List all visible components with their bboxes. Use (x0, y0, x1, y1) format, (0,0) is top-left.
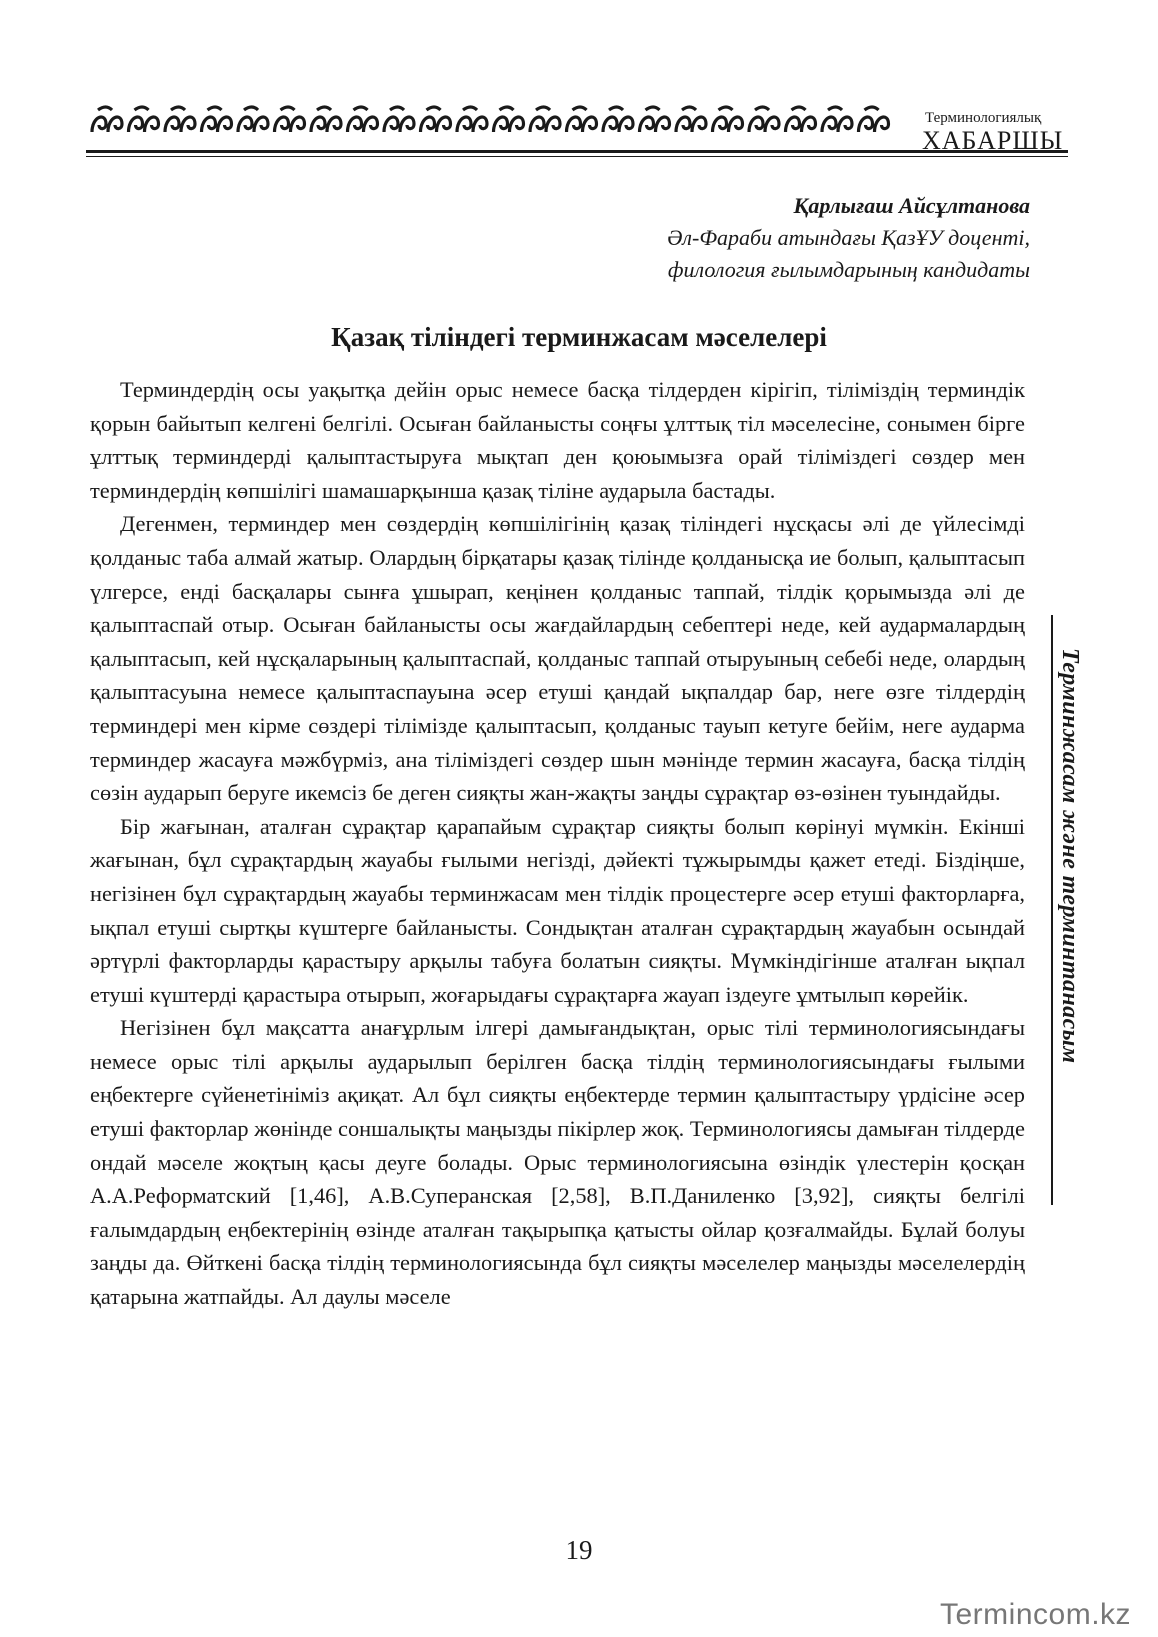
article-body (90, 373, 1025, 1314)
page-number: 19 (565, 1535, 593, 1565)
header-ornament (86, 102, 916, 142)
author-degree: филология ғылымдарының кандидаты (667, 257, 1030, 282)
paragraph: Дегенмен, терминдер мен сөздердің көпшілігінің қазақ тіліндегі нұсқасы әлі де үйлесімді қолданыс таба алмай жатыр. Олардың бірқатары қазақ тілінде қолданысқа ие болып, қалыптасып үлгерсе, енді басқалары сынға ұшырап, кеңінен қолданыс таппай, тілдік қорымызда әлі де қалыптаспай отыр. Осыған байланысты осы жағдайлардың себептері неде, кей аудармалардың қалыптасып, кей нұсқаларының қалыптаспай, қолданыс таппай отыруының себебі неде, олардың қалыптасуына немесе қалыптаспауына әсер етуші қандай ықпалдар бар, неге өзге тілдердің терминдері мен кірме сөздері тілімізде қалыптасып, қолданыс тауып кетуге бейім, неге аударма терминдер жасауға мәжбүрміз, ана тіліміздегі сөздер шын мәнінде термин жасауға, басқа тілдің сөзін аударып беруге икемсіз бе деген сияқты жан-жақты заңды сұрақтар өз-өзінен туындайды. (90, 511, 1025, 806)
article-title: Қазақ тіліндегі терминжасам мәселелері (331, 322, 827, 352)
paragraph: Негізінен бұл мақсатта анағұрлым ілгері дамығандықтан, орыс тілі терминологиясындағы немесе орыс тілі арқылы аударылып берілген басқа тілдің терминологиясындағы ғылыми еңбектерге сүйенетініміз ақиқат. Ал бұл сияқты еңбектерде термин қалыптастыру үрдісіне әсер етуші факторлар жөнінде соншалықты маңызды пікірлер жоқ. Терминологиясы дамыған тілдерде ондай мәселе жоқтың қасы деуге болады. Орыс терминологиясына өзіндік үлестерін қосқан А.А.Реформатский [1,46], А.В.Суперанская [2,58], В.П.Даниленко [3,92], сияқты белгілі ғалымдардың еңбектерінің өзінде аталған тақырыпқа қатысты ойлар қозғалмайды. Бұлай болуы заңды да. Өйткені басқа тілдің терминологиясында бұл сияқты мәселелер маңызды мәселелердің қатарына жатпайды. Ал даулы мәселе (90, 1015, 1025, 1310)
section-side-title: Терминжасам және терминтанасым (1057, 648, 1083, 1064)
watermark-logo: Termincom.kz (940, 1598, 1132, 1631)
side-rule (1051, 615, 1053, 1205)
header-rule-thin (86, 156, 1068, 157)
author-position: Әл-Фараби атындағы ҚазҰУ доценті, (667, 225, 1030, 250)
ornament-pattern-icon (86, 102, 916, 142)
journal-name-big: ХАБАРШЫ (922, 126, 1064, 155)
paragraph: Терминдердің осы уақытқа дейін орыс немесе басқа тілдерден кірігіп, тіліміздің терминдік қорын байытып келгені белгілі. Осыған байланысты соңғы ұлттық тіл мәселесіне, сонымен бірге ұлттық терминдерді қалыптастыруға мықтап ден қоюымызға орай тіліміздегі сөздер мен терминдердің көпшілігі шамашарқынша қазақ тіліне аударыла бастады. (90, 377, 1025, 503)
journal-name-small: Терминологиялық (925, 110, 1042, 126)
header-rule (86, 150, 1068, 153)
paragraph: Бір жағынан, аталған сұрақтар қарапайым сұрақтар сияқты болып көрінуі мүмкін. Екінші жағынан, бұл сұрақтардың жауабы ғылыми негізді, дәйекті тұжырымды қажет етеді. Біздіңше, негізінен бұл сұрақтардың жауабы терминжасам мен тілдік процестерге әсер етуші факторларға, ықпал етуші сыртқы күштерге байланысты. Сондықтан аталған сұрақтардың жауабын осындай әртүрлі факторларды қарастыру арқылы табуға болатын сияқты. Мүмкіндігінше аталған ықпал етуші күштерді қарастыра отырып, жоғарыдағы сұрақтарға жауап іздеуге ұмтылып көрейік. (90, 813, 1025, 1007)
author-block (667, 190, 1030, 286)
author-name: Қарлығаш Айсұлтанова (793, 193, 1030, 218)
